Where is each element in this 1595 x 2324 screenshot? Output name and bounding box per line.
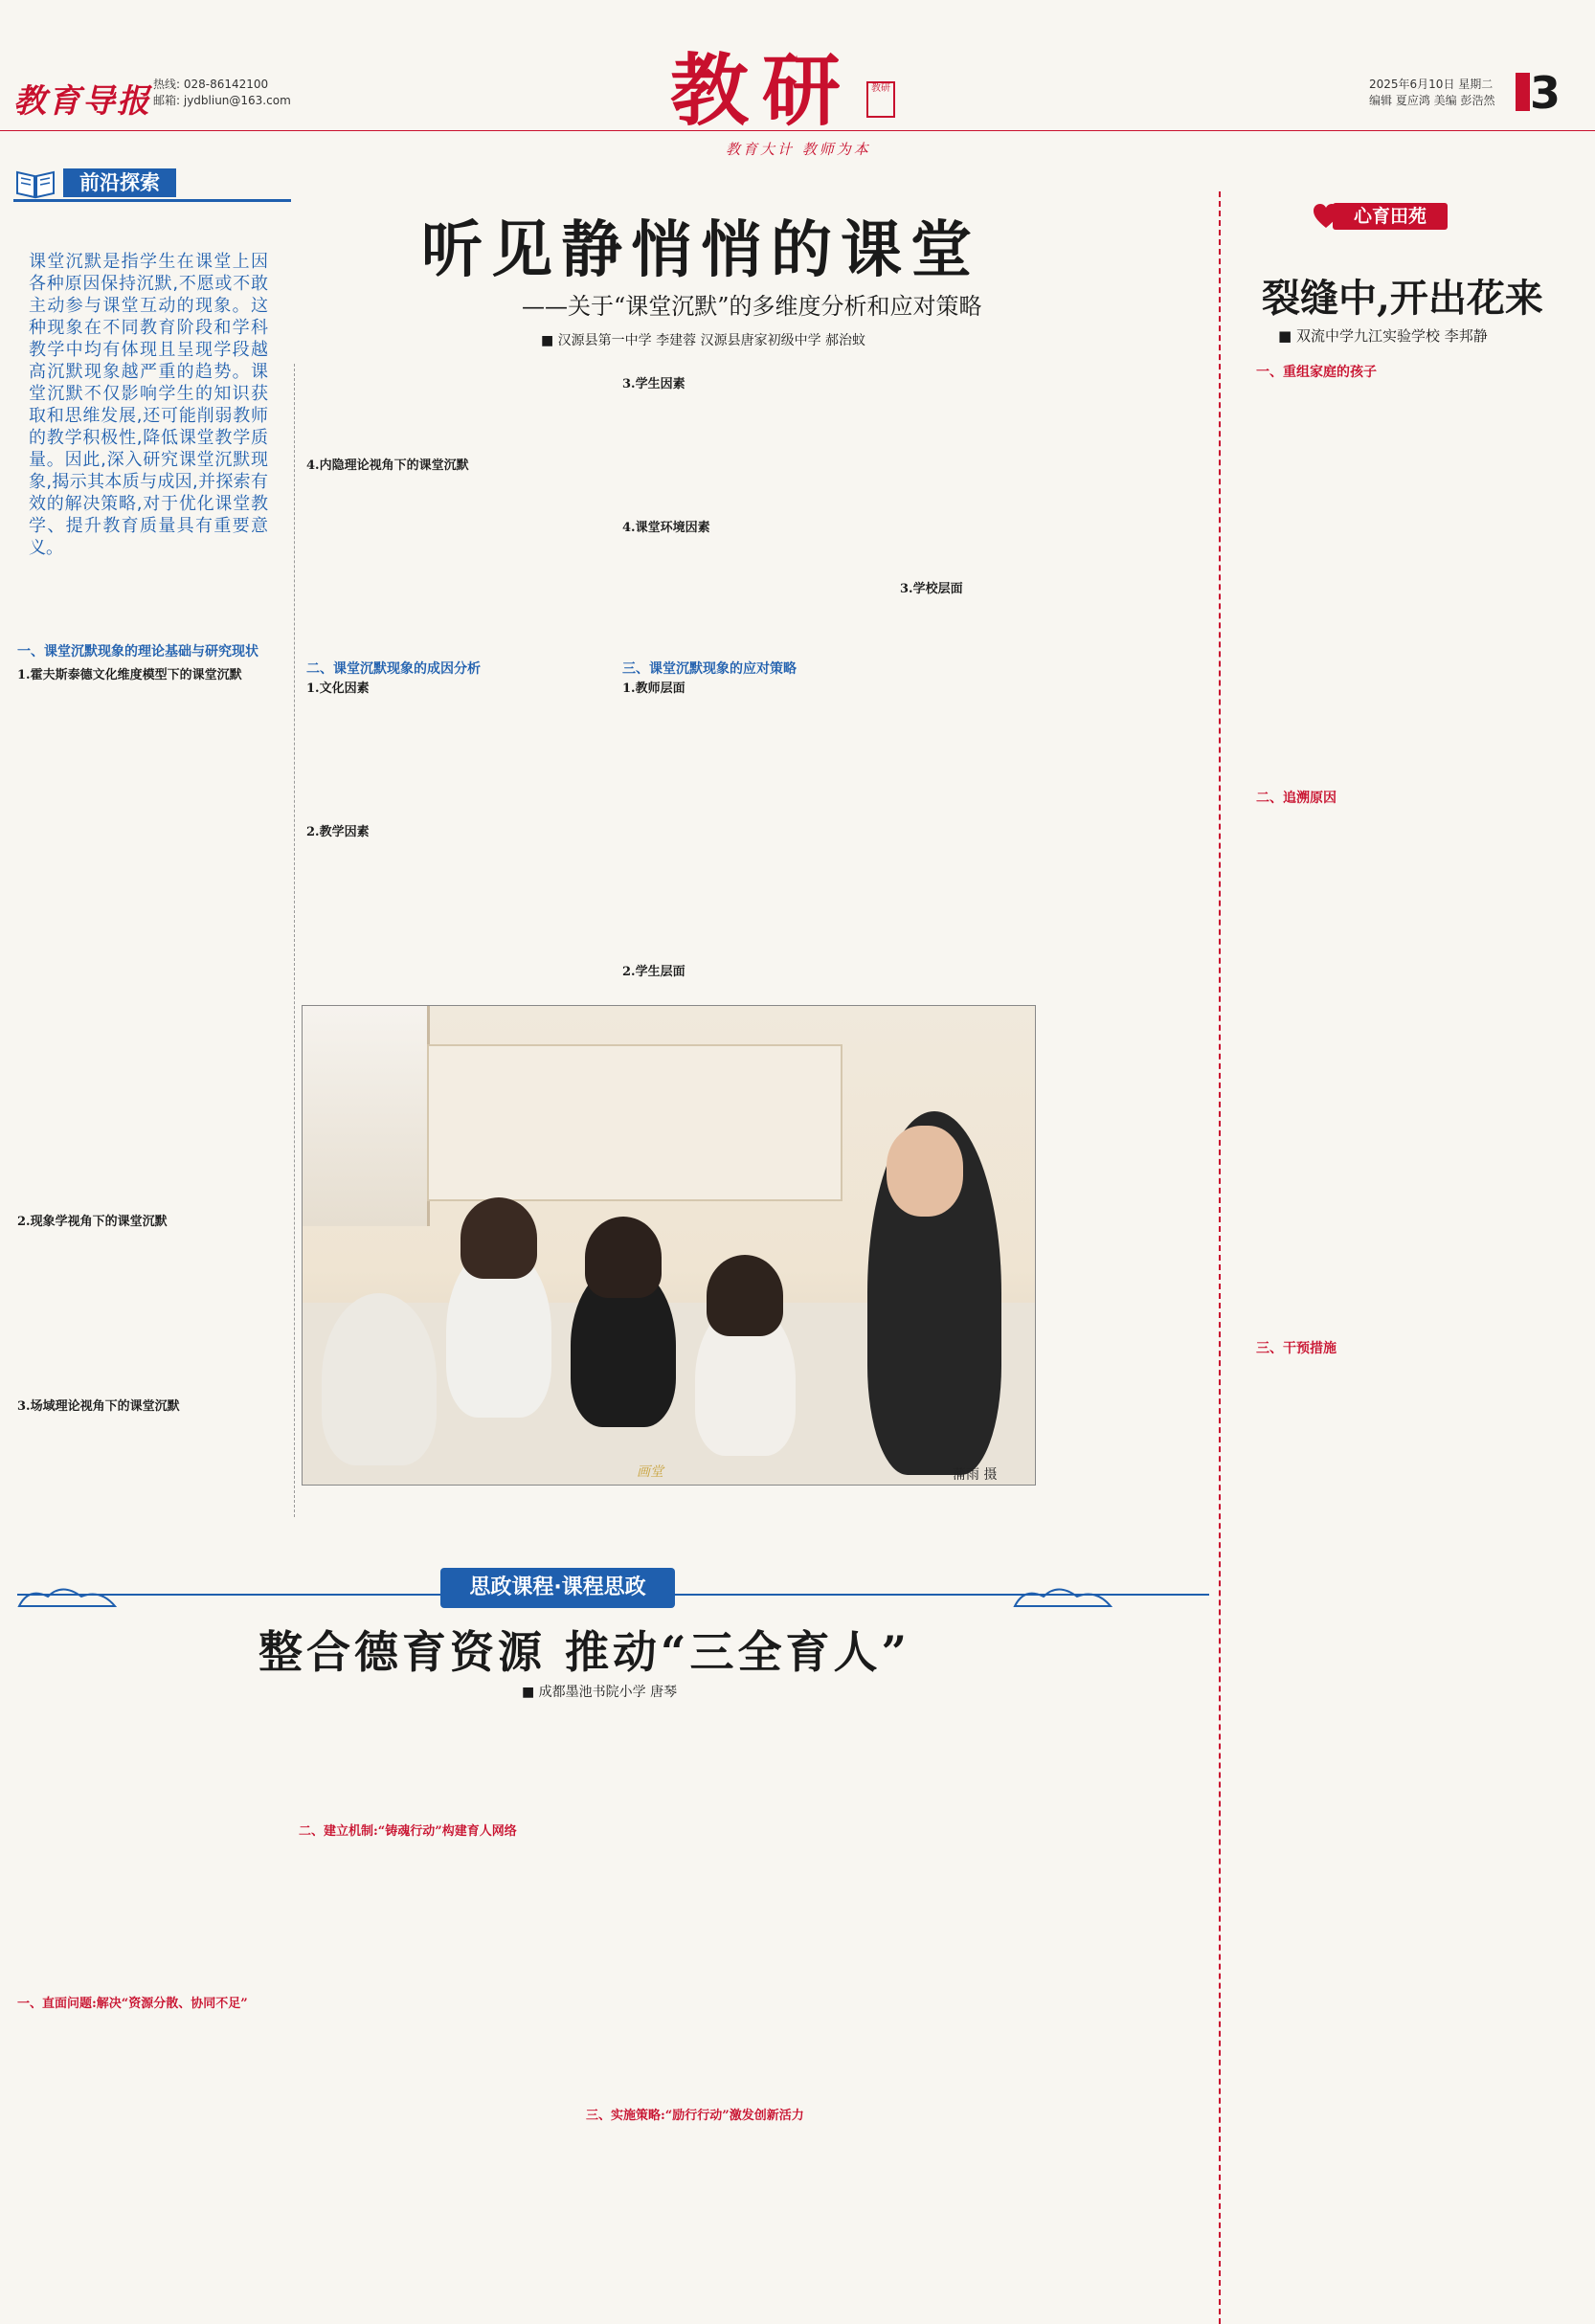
lead-paragraph bbox=[29, 251, 268, 559]
cloud-icon-right bbox=[1005, 1577, 1120, 1616]
section2-head-2 bbox=[299, 1823, 567, 1841]
book-icon bbox=[13, 167, 57, 199]
section-sub-2-2: 2.教学因素 bbox=[306, 825, 370, 839]
photo-wall-board bbox=[427, 1044, 842, 1201]
section-head-1: 一、课堂沉默现象的理论基础与研究现状 bbox=[17, 644, 258, 659]
right-section-1: 一、重组家庭的孩子 bbox=[1256, 365, 1377, 380]
right-section-2: 二、追溯原因 bbox=[1256, 791, 1337, 806]
right-section-3: 三、干预措施 bbox=[1256, 1341, 1337, 1356]
student-head-1 bbox=[461, 1197, 537, 1279]
kicker-rule bbox=[13, 199, 291, 202]
section-sub-1-3: 3.场域理论视角下的课堂沉默 bbox=[17, 1399, 180, 1414]
main-section-1-head bbox=[17, 643, 285, 684]
hotline: 热线: 028-86142100 bbox=[153, 78, 269, 91]
editors: 编辑 夏应鸿 美编 彭浩然 bbox=[1369, 94, 1495, 107]
student-figure-4 bbox=[322, 1293, 437, 1465]
main-headline: 听见静悄悄的课堂 bbox=[421, 214, 980, 286]
section-sub-1-4: 4.内隐理论视角下的课堂沉默 bbox=[306, 458, 469, 473]
section-head-2: 二、课堂沉默现象的成因分析 bbox=[306, 661, 481, 677]
section-title: 教研 bbox=[670, 45, 855, 137]
email: 邮箱: jydbliun@163.com bbox=[153, 94, 291, 107]
dateline bbox=[1369, 77, 1494, 109]
section2-byline: ■ 成都墨池书院小学 唐琴 bbox=[522, 1685, 678, 1700]
right-byline: ■ 双流中学九江实验学校 李邦静 bbox=[1278, 327, 1488, 345]
kicker-label: 前沿探索 bbox=[63, 168, 176, 197]
main-byline: ■ 汉源县第一中学 李建蓉 汉源县唐家初级中学 郝治蚊 bbox=[541, 333, 866, 348]
issue-date: 2025年6月10日 星期二 bbox=[1369, 78, 1494, 91]
teacher-face bbox=[887, 1126, 963, 1217]
cloud-icon-left bbox=[10, 1577, 124, 1616]
section-sub-3-3: 3.学校层面 bbox=[900, 582, 963, 596]
section-sub-2-4: 4.课堂环境因素 bbox=[622, 521, 710, 535]
section-sub-3-2: 2.学生层面 bbox=[622, 965, 685, 979]
photo-window bbox=[303, 1006, 430, 1226]
section-sub-1-1: 1.霍夫斯泰德文化维度模型下的课堂沉默 bbox=[17, 668, 242, 682]
section2-head-3 bbox=[586, 2108, 854, 2125]
section2-head-1 bbox=[17, 1996, 285, 2013]
section2-head-2-text: 二、建立机制:“铸魂行动”构建育人网络 bbox=[299, 1824, 517, 1839]
photo-caption: 蒲雨 摄 bbox=[953, 1467, 998, 1483]
section-sub-1-2: 2.现象学视角下的课堂沉默 bbox=[17, 1215, 168, 1229]
photo-logo: 画堂 bbox=[637, 1464, 663, 1480]
column-rule-1 bbox=[294, 364, 295, 1517]
right-headline: 裂缝中,开出花来 bbox=[1262, 276, 1543, 321]
lead-text: 课堂沉默是指学生在课堂上因各种原因保持沉默,不愿或不敢主动参与课堂互动的现象。这种现象在不同教育阶段和学科教学中均有体现且呈现学段越高沉默现象越严重的趋势。课堂沉默不仅影响学生的知识获取和思维发展,还可能削弱教师的教学积极性,降低课堂教学质量。因此,深入研究课堂沉默现象,揭示其本质与成因,并探索有效的解决策略,对于优化课堂教学、提升教育质量具有重要意义。 bbox=[29, 252, 268, 558]
section-sub-2-1: 1.文化因素 bbox=[306, 682, 370, 696]
student-head-2 bbox=[585, 1217, 662, 1298]
heart-tag-label: 心育田苑 bbox=[1333, 203, 1448, 230]
right-column-frame bbox=[1219, 191, 1590, 2324]
contact-info bbox=[153, 77, 291, 109]
section2-headline: 整合德育资源 推动“三全育人” bbox=[258, 1626, 910, 1678]
section-slogan: 教育大计 教师为本 bbox=[726, 141, 871, 158]
page-number: 3 bbox=[1530, 67, 1561, 119]
section2-head-1-text: 一、直面问题:解决“资源分散、协同不足” bbox=[17, 1997, 248, 2011]
main-subhead: ——关于“课堂沉默”的多维度分析和应对策略 bbox=[522, 293, 982, 320]
section-seal: 教研 bbox=[866, 81, 895, 118]
student-head-3 bbox=[707, 1255, 783, 1336]
section-sub-2-3: 3.学生因素 bbox=[622, 377, 685, 391]
section-sub-3-1: 1.教师层面 bbox=[622, 682, 685, 696]
classroom-photo bbox=[302, 1005, 1036, 1486]
masthead-rule bbox=[0, 130, 1595, 131]
section-head-3: 三、课堂沉默现象的应对策略 bbox=[622, 661, 797, 677]
section2-head-3-text: 三、实施策略:“励行行动”激发创新活力 bbox=[586, 2109, 804, 2123]
section2-banner: 思政课程·课程思政 bbox=[440, 1568, 675, 1608]
paper-name: 教育导报 bbox=[13, 82, 151, 121]
page-side-tag bbox=[1516, 73, 1530, 111]
